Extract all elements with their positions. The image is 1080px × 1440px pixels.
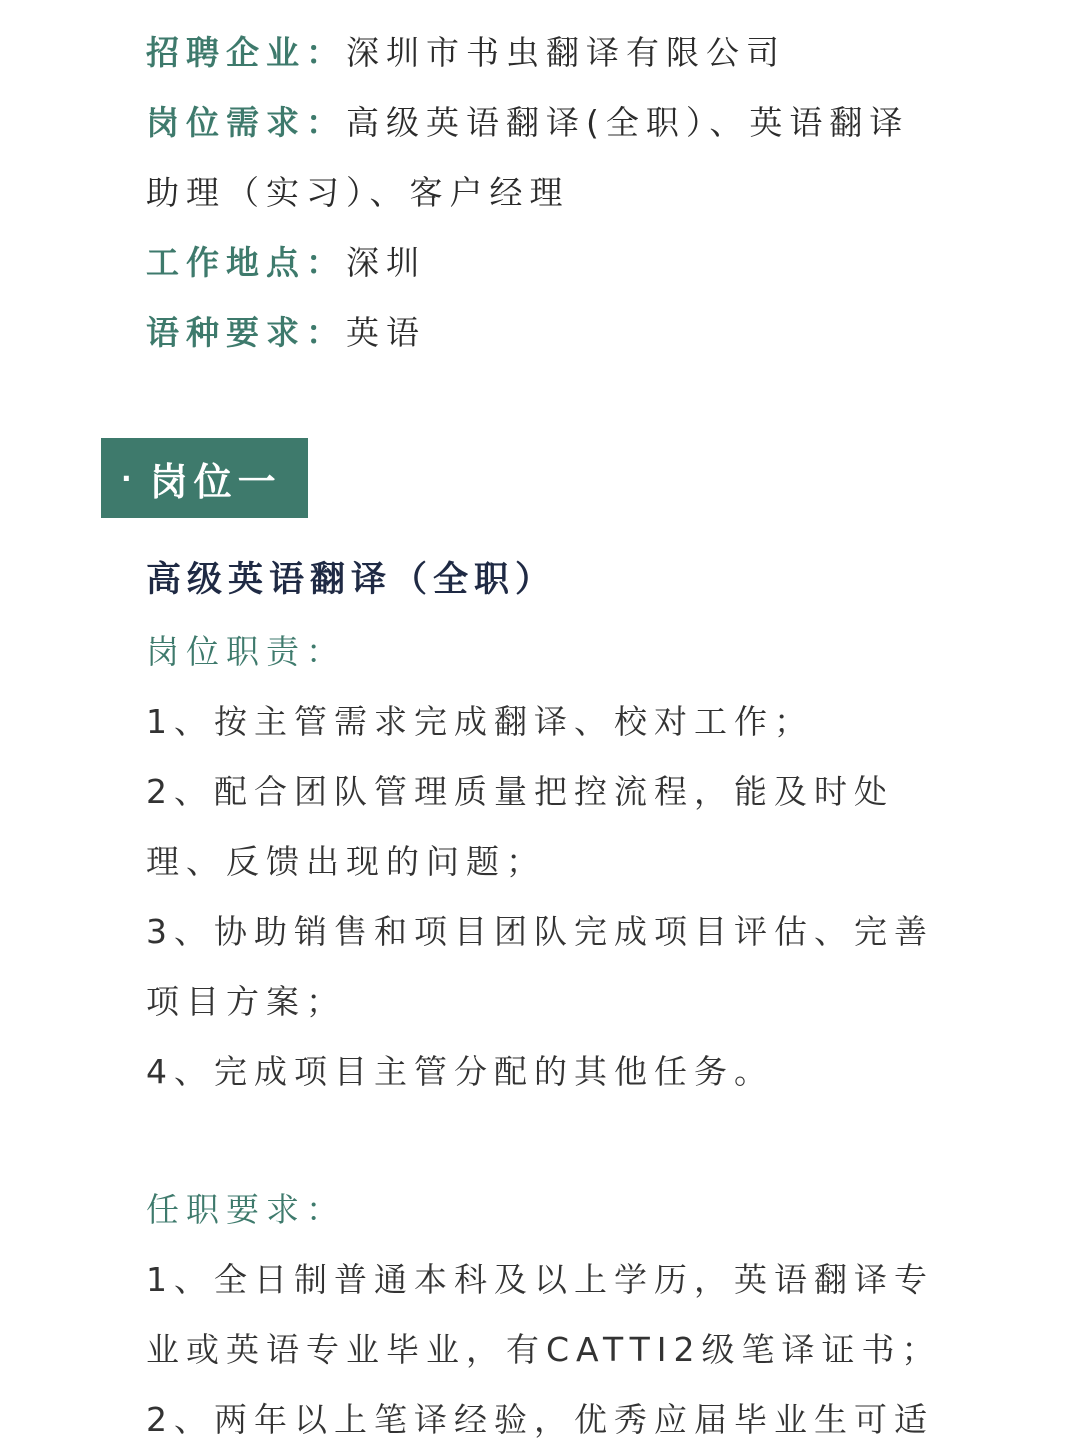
positions-value-line2: 助理（实习）、客户经理 bbox=[146, 173, 570, 212]
company-label: 招聘企业： bbox=[146, 33, 346, 72]
duty-line: 3、协助销售和项目团队完成项目评估、完善 bbox=[146, 912, 934, 951]
duties-label: 岗位职责： bbox=[146, 632, 346, 671]
requirement-line: 业或英语专业毕业，有CATTI2级笔译证书； bbox=[146, 1330, 942, 1369]
company-value: 深圳市书虫翻译有限公司 bbox=[346, 33, 786, 72]
location-row bbox=[146, 243, 946, 283]
positions-row bbox=[146, 103, 946, 143]
job-title: 高级英语翻译（全职） bbox=[146, 560, 557, 600]
duty-line: 4、完成项目主管分配的其他任务。 bbox=[146, 1052, 774, 1091]
badge-dot: · bbox=[121, 461, 132, 495]
company-row bbox=[146, 33, 946, 73]
duty-line: 项目方案； bbox=[146, 982, 346, 1021]
duty-line: 1、按主管需求完成翻译、校对工作； bbox=[146, 702, 814, 741]
positions-value-line1: 高级英语翻译(全职）、英语翻译 bbox=[346, 103, 910, 142]
location-label: 工作地点： bbox=[146, 243, 346, 282]
location-value: 深圳 bbox=[346, 243, 426, 282]
language-label: 语种要求： bbox=[146, 313, 346, 352]
positions-label: 岗位需求： bbox=[146, 103, 346, 142]
requirement-line: 1、全日制普通本科及以上学历，英语翻译专 bbox=[146, 1260, 934, 1299]
requirements-label: 任职要求： bbox=[146, 1190, 346, 1229]
duty-line: 2、配合团队管理质量把控流程，能及时处 bbox=[146, 772, 894, 811]
language-value: 英语 bbox=[346, 313, 426, 352]
language-row bbox=[146, 313, 946, 353]
badge-text: 岗位一 bbox=[149, 459, 282, 504]
requirement-line: 2、两年以上笔译经验，优秀应届毕业生可适 bbox=[146, 1400, 934, 1439]
section-badge bbox=[101, 438, 308, 518]
duty-line: 理、反馈出现的问题； bbox=[146, 842, 546, 881]
